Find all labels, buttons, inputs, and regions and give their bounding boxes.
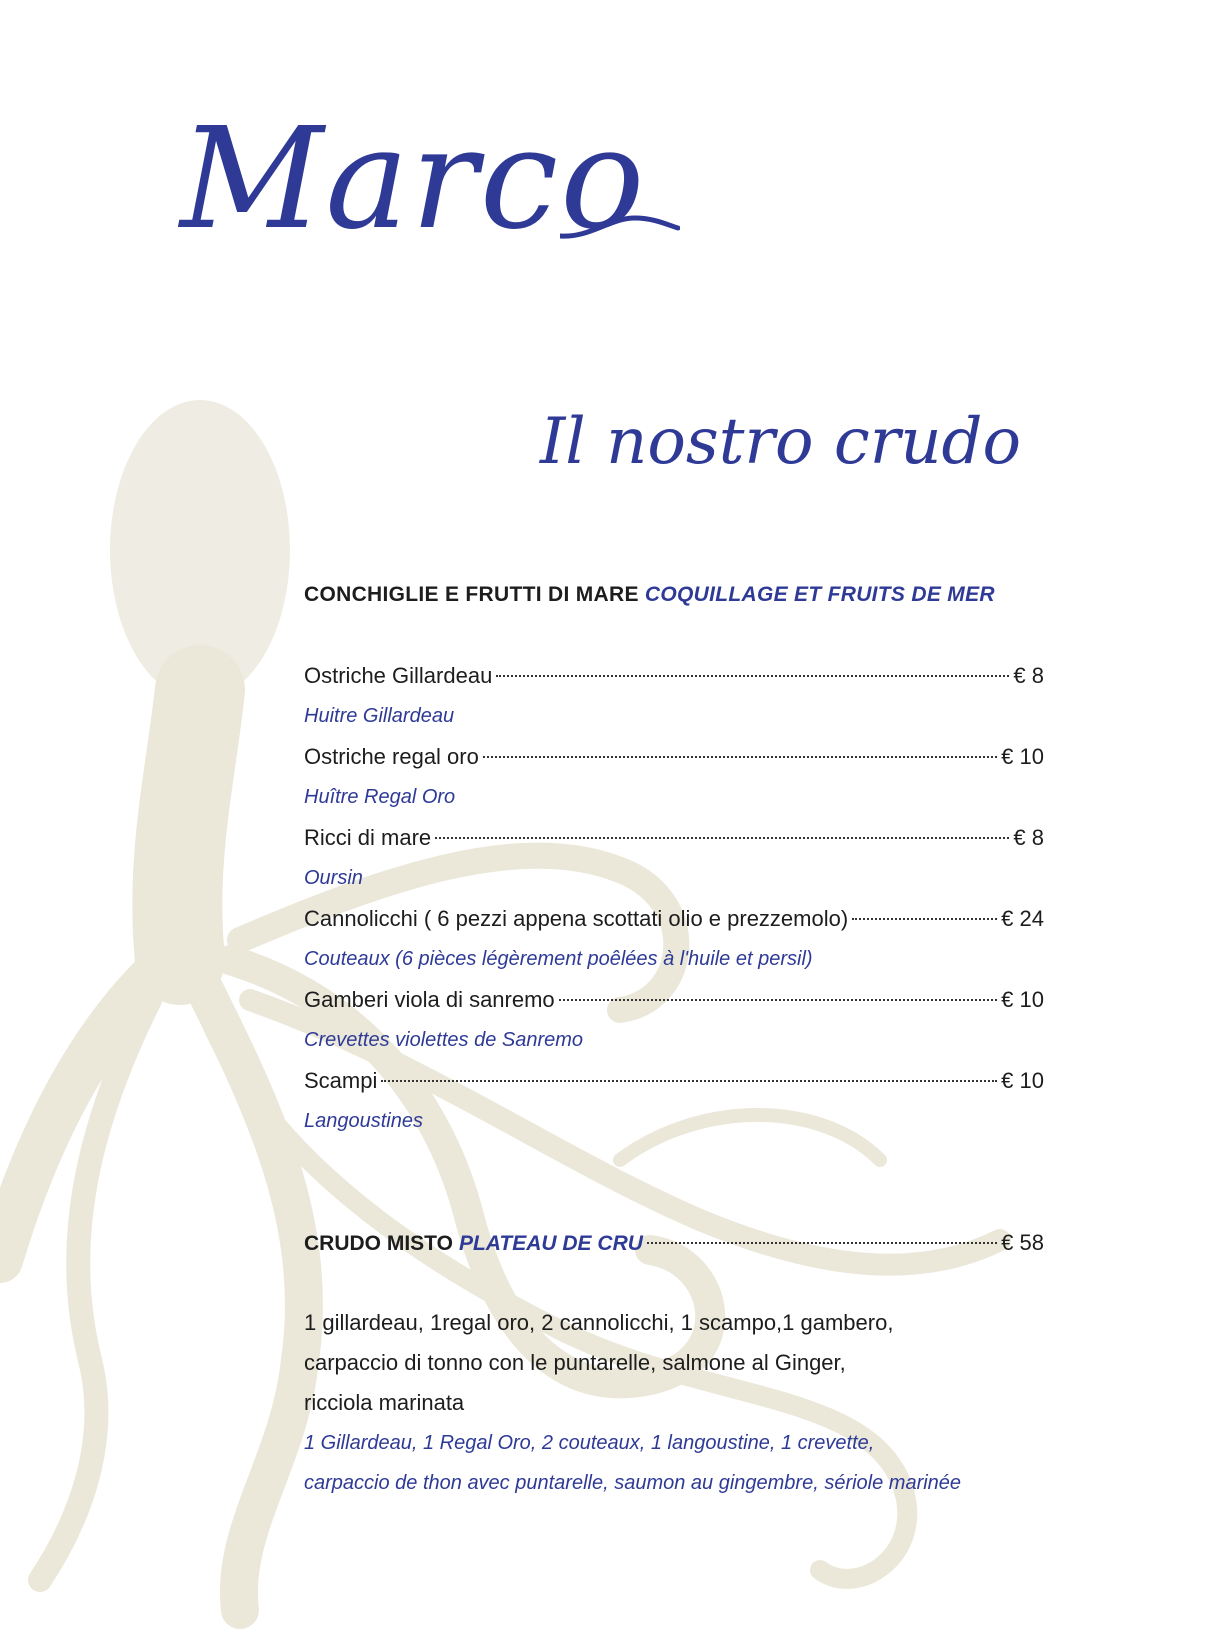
misto-desc-fr-line: 1 Gillardeau, 1 Regal Oro, 2 couteaux, 1 langoustine, 1 crevette, bbox=[304, 1432, 875, 1454]
dot-leader bbox=[483, 756, 997, 758]
menu-item bbox=[304, 1060, 1044, 1101]
item-price: € 24 bbox=[1001, 906, 1044, 931]
menu-item bbox=[304, 817, 1044, 858]
dot-leader bbox=[559, 999, 998, 1001]
item-name-fr: Huître Regal Oro bbox=[304, 786, 456, 808]
misto-description bbox=[304, 1303, 1074, 1503]
misto-desc-it-line: 1 gillardeau, 1regal oro, 2 cannolicchi, 1 scampo,1 gambero, bbox=[304, 1310, 894, 1335]
menu-content bbox=[304, 575, 1074, 1503]
crudo-misto-row bbox=[304, 1223, 1044, 1263]
menu-item bbox=[304, 736, 1044, 777]
logo-swash-icon bbox=[560, 208, 680, 248]
item-price: € 10 bbox=[1001, 744, 1044, 769]
menu-item bbox=[304, 979, 1044, 1020]
item-name: Cannolicchi ( 6 pezzi appena scottati olio e prezzemolo) bbox=[304, 906, 849, 931]
dot-leader bbox=[496, 675, 1009, 677]
item-price: € 10 bbox=[1001, 987, 1044, 1012]
item-name-fr: Couteaux (6 pièces légèrement poêlées à l'huile et persil) bbox=[304, 948, 813, 970]
category-title-it: CONCHIGLIE E FRUTTI DI MARE bbox=[304, 583, 639, 606]
misto-price: € 58 bbox=[1001, 1230, 1044, 1255]
item-name-fr: Oursin bbox=[304, 867, 363, 889]
dot-leader bbox=[647, 1242, 997, 1244]
item-name: Ostriche Gillardeau bbox=[304, 663, 493, 688]
dot-leader bbox=[435, 837, 1009, 839]
misto-desc-it-line: carpaccio di tonno con le puntarelle, salmone al Ginger, bbox=[304, 1350, 846, 1375]
section-title: Il nostro crudo bbox=[540, 405, 1022, 479]
menu-item bbox=[304, 655, 1044, 696]
item-price: € 8 bbox=[1013, 825, 1044, 850]
item-price: € 10 bbox=[1001, 1068, 1044, 1093]
item-name-fr: Huitre Gillardeau bbox=[304, 705, 455, 727]
item-price: € 8 bbox=[1013, 663, 1044, 688]
item-name: Ostriche regal oro bbox=[304, 744, 479, 769]
category-title-fr: COQUILLAGE ET FRUITS DE MER bbox=[644, 583, 995, 606]
item-name-fr: Langoustines bbox=[304, 1110, 423, 1132]
dot-leader bbox=[381, 1080, 997, 1082]
misto-desc-it-line: ricciola marinata bbox=[304, 1390, 465, 1415]
misto-title-fr: PLATEAU DE CRU bbox=[458, 1232, 643, 1255]
item-name: Ricci di mare bbox=[304, 825, 432, 850]
item-name: Gamberi viola di sanremo bbox=[304, 987, 555, 1012]
item-name-fr: Crevettes violettes de Sanremo bbox=[304, 1029, 584, 1051]
misto-title-it: CRUDO MISTO bbox=[304, 1232, 453, 1255]
restaurant-logo: Marco bbox=[180, 98, 647, 261]
menu-items bbox=[304, 655, 1074, 1141]
category-heading bbox=[304, 575, 1074, 615]
menu-item bbox=[304, 898, 1044, 939]
misto-desc-fr-line: carpaccio de thon avec puntarelle, saumon au gingembre, sériole marinée bbox=[304, 1472, 962, 1494]
item-name: Scampi bbox=[304, 1068, 378, 1093]
dot-leader bbox=[852, 918, 997, 920]
